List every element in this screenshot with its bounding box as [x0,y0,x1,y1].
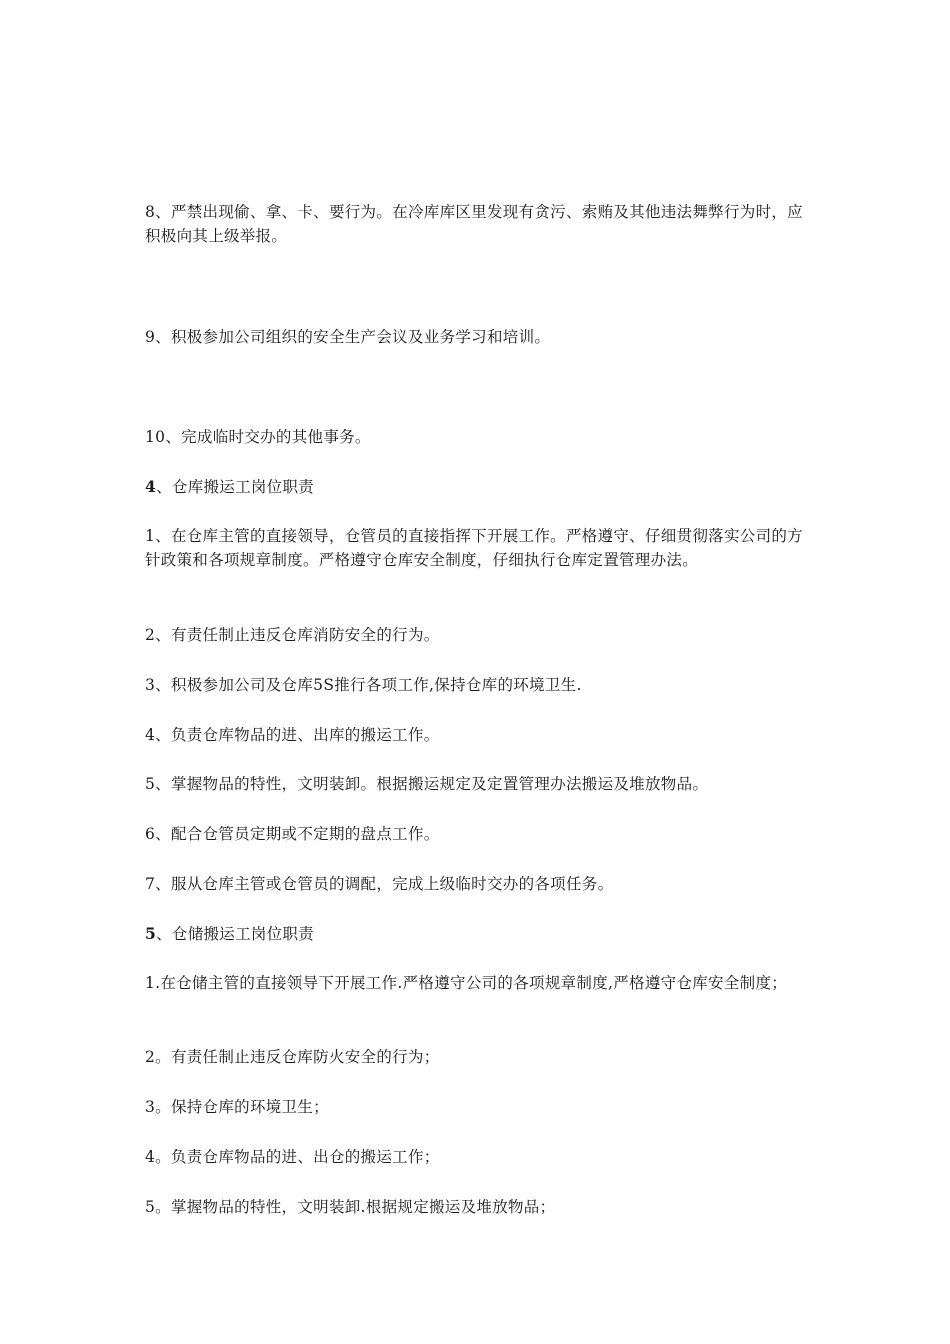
paragraph-item-9: 9、积极参加公司组织的安全生产会议及业务学习和培训。 [145,328,551,346]
paragraph-item-8: 8、严禁出现偷、拿、卡、要行为。在冷库库区里发现有贪污、索贿及其他违法舞弊行为时，应积极向其上级举报。 [145,203,803,245]
section-4-item-4: 4、负责仓库物品的进、出库的搬运工作。 [145,726,440,744]
section-5-item-2: 2。有责任制止违反仓库防火安全的行为； [145,1048,440,1066]
section-5-item-3: 3。保持仓库的环境卫生； [145,1098,329,1116]
section-5-item-4: 4。负责仓库物品的进、出仓的搬运工作； [145,1148,440,1166]
section-4-heading [145,475,810,499]
section-5-item-5: 5。掌握物品的特性，文明装卸.根据规定搬运及堆放物品； [145,1198,556,1216]
section-5-heading [145,922,810,946]
section-4-item-5: 5、掌握物品的特性，文明装卸。根据搬运规定及定置管理办法搬运及堆放物品。 [145,775,709,793]
section-4-item-1: 1、在仓库主管的直接领导，仓管员的直接指挥下开展工作。严格遵守、仔细贯彻落实公司的方针政策和各项规章制度。严格遵守仓库安全制度，仔细执行仓库定置管理办法。 [145,527,803,569]
section-4-title: 、仓库搬运工岗位职责 [156,478,315,496]
section-5-item-1: 1.在仓储主管的直接领导下开展工作.严格遵守公司的各项规章制度,严格遵守仓库安全制度； [145,974,788,992]
section-4-item-6: 6、配合仓管员定期或不定期的盘点工作。 [145,825,440,843]
paragraph-item-10: 10、完成临时交办的其他事务。 [145,428,371,446]
section-4-item-7: 7、服从仓库主管或仓管员的调配，完成上级临时交办的各项任务。 [145,875,614,893]
section-4-item-3: 3、积极参加公司及仓库5S推行各项工作,保持仓库的环境卫生. [145,676,582,694]
section-4-number: 4 [145,477,157,496]
section-5-title: 、仓储搬运工岗位职责 [156,925,315,943]
section-4-item-2: 2、有责任制止违反仓库消防安全的行为。 [145,626,440,644]
section-5-number: 5 [145,924,157,943]
